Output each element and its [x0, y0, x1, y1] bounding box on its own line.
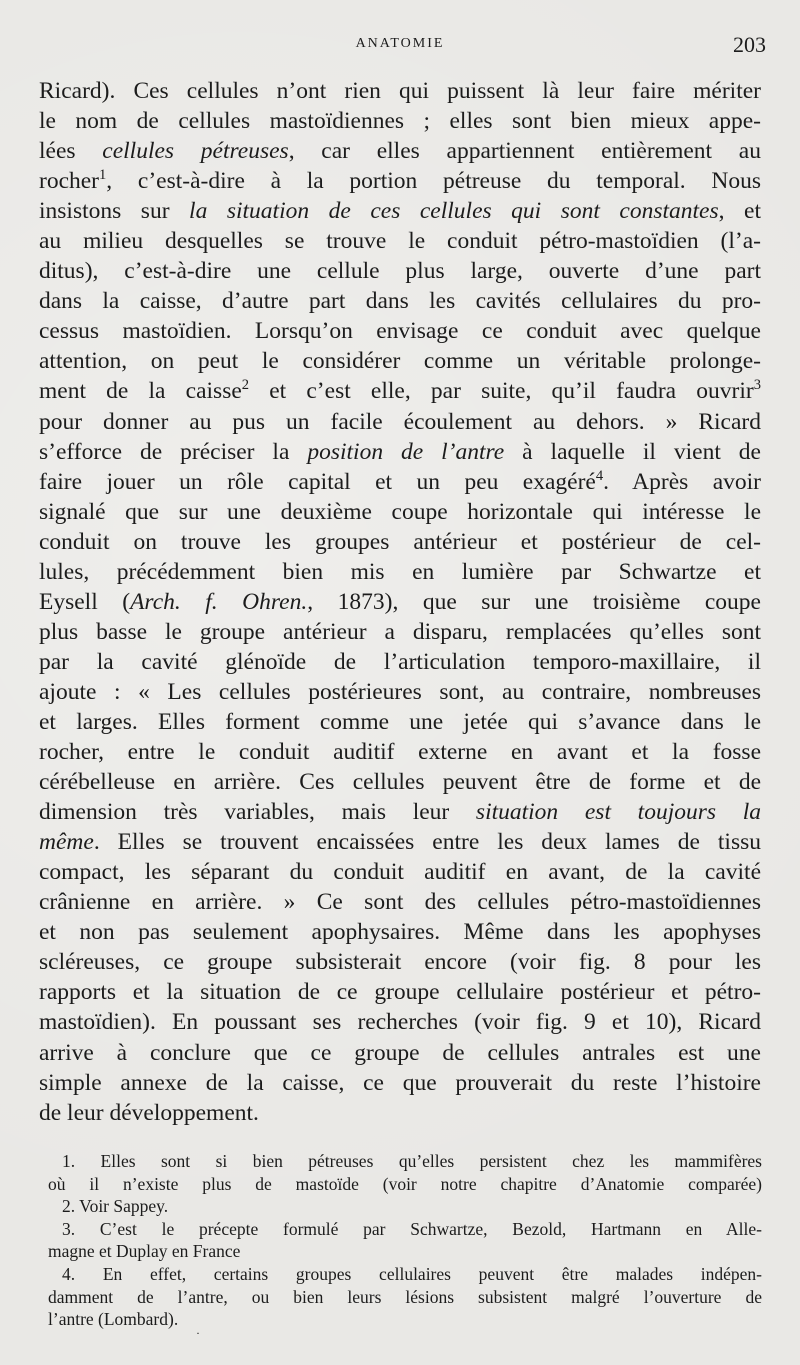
text-line [39, 497, 761, 527]
text-line [39, 256, 761, 286]
text-run: Ricard). Ces cellules n’ont rien qui puissent là leur faire mériter [39, 78, 761, 104]
text-run: dimension très variables, mais leur [39, 799, 476, 826]
text-line [39, 917, 761, 947]
text-run: rocher, entre le conduit auditif externe en avant et la fosse [39, 739, 761, 766]
text-line [39, 527, 761, 557]
page-number: 203 [733, 32, 766, 57]
text-run: arrive à conclure que ce groupe de cellules antrales est une [39, 1039, 761, 1066]
text-line [39, 1068, 761, 1098]
footnote-line: damment de l’antre, ou bien leurs lésions subsistent malgré l’ouverture de [48, 1286, 762, 1307]
text-run: faire jouer un rôle capital et un peu exagéré [39, 468, 596, 495]
text-run: attention, on peut le considérer comme un véritable prolonge- [39, 348, 761, 375]
italic-run: la situation de ces cellules qui sont constantes [189, 198, 719, 225]
text-run: et larges. Elles forment comme une jetée qui s’avance dans le [39, 708, 761, 735]
text-run: signalé que sur une deuxième coupe horizontale qui intéresse le [39, 498, 761, 525]
text-line [39, 797, 761, 827]
italic-run: situation est toujours la [475, 799, 761, 826]
text-line [39, 767, 761, 797]
text-run: compact, les séparant du conduit auditif en avant, de la cavité [39, 859, 761, 886]
text-run: , et [718, 198, 761, 225]
text-line [39, 857, 761, 887]
footnote-line: 1. Elles sont si bien pétreuses qu’elles persistent chez les mammifères [62, 1151, 762, 1171]
text-line [39, 737, 761, 767]
page-header [0, 32, 800, 62]
text-line [39, 106, 761, 136]
text-run: lées [39, 138, 103, 165]
text-run: à laquelle il vient de [504, 438, 761, 465]
footnote-line: où il n’existe plus de mastoïde (voir notre chapitre d’Anatomie comparée) [48, 1173, 762, 1194]
footnote-ref: 1 [99, 167, 107, 184]
text-line [39, 196, 761, 226]
text-run: crânienne en arrière. » Ce sont des cellules pétro-mastoïdiennes [39, 889, 761, 916]
text-run: cérébelleuse en arrière. Ces cellules peuvent être de forme et de [39, 769, 761, 796]
text-line [39, 947, 761, 977]
text-line [39, 286, 761, 316]
text-line [39, 647, 761, 677]
text-run: mastoïdien). En poussant ses recherches (voir fig. 9 et 10), Ricard [39, 1009, 761, 1036]
text-line [39, 316, 761, 346]
text-run: , c’est-à-dire à la portion pétreuse du temporal. Nous [106, 168, 761, 195]
text-line [39, 136, 761, 166]
text-run: scléreuses, ce groupe subsisterait encore (voir fig. 8 pour les [39, 949, 761, 976]
text-run: s’efforce de préciser la [39, 438, 308, 465]
text-run: par la cavité glénoïde de l’articulation temporo-maxillaire, il [39, 648, 761, 675]
body-text [39, 76, 761, 1128]
text-line [39, 887, 761, 917]
footnote-line: 3. C’est le précepte formulé par Schwartze, Bezold, Hartmann en Alle- [62, 1218, 762, 1239]
footnote-ref: 3 [753, 377, 761, 394]
text-line [39, 346, 761, 376]
text-run: Eysell ( [39, 588, 131, 615]
text-run: rapports et la situation de ce groupe cellulaire postérieur et pétro- [39, 979, 761, 1006]
text-run: insistons sur [39, 198, 190, 225]
ink-dot: · [196, 1326, 200, 1340]
text-run: le nom de cellules mastoïdiennes ; elles sont bien mieux appe- [39, 108, 761, 135]
text-line [39, 467, 761, 497]
text-run: ditus), c’est-à-dire une cellule plus large, ouverte d’une part [39, 258, 761, 285]
text-run: cessus mastoïdien. Lorsqu’on envisage ce conduit avec quelque [39, 318, 761, 345]
text-line [39, 76, 761, 106]
text-run: , 1873), que sur une troisième coupe [307, 588, 761, 615]
text-run: pour donner au pus un facile écoulement au dehors. » Ricard [39, 408, 761, 435]
text-run: et non pas seulement apophysaires. Même dans les apophyses [39, 919, 761, 946]
text-line [39, 587, 761, 617]
text-run: . Elles se trouvent encaissées entre les deux lames de tissu [93, 829, 761, 856]
text-line [39, 437, 761, 467]
text-run: rocher [39, 168, 100, 195]
footnote-line: 2. Voir Sappey. [62, 1196, 169, 1217]
footnote-line: 4. En effet, certains groupes cellulaires peuvent être malades indépen- [62, 1263, 762, 1284]
text-run: de leur développement. [39, 1099, 259, 1126]
text-run: , car elles appartiennent entièrement au [288, 138, 761, 165]
text-line [39, 617, 761, 647]
footnote-ref: 2 [241, 377, 250, 394]
text-run: ment de la caisse [39, 378, 242, 405]
text-line [39, 707, 761, 737]
text-line [39, 677, 761, 707]
text-run: dans la caisse, d’autre part dans les cavités cellulaires du pro- [39, 288, 761, 315]
text-run: lules, précédemment bien mis en lumière par Schwartze et [39, 558, 761, 585]
text-line [39, 407, 761, 437]
text-run: simple annexe de la caisse, ce que prouverait du reste l’histoire [39, 1069, 761, 1096]
text-line [39, 977, 761, 1007]
text-run: . Après avoir [603, 468, 761, 495]
italic-run: Arch. f. Ohren. [130, 588, 308, 615]
text-line [39, 376, 761, 406]
footnotes [48, 1150, 762, 1331]
text-run: plus basse le groupe antérieur a disparu, remplacées qu’elles sont [39, 618, 761, 645]
footnote-line: l’antre (Lombard). [48, 1309, 179, 1330]
text-line [39, 226, 761, 256]
text-line [39, 1098, 761, 1128]
text-run: et c’est elle, par suite, qu’il faudra ouvrir [249, 378, 754, 405]
footnote-line: magne et Duplay en France [48, 1241, 241, 1262]
text-line [39, 1007, 761, 1037]
text-run: ajoute : « Les cellules postérieures sont, au contraire, nombreuses [39, 678, 761, 705]
italic-run: cellules pétreuses [102, 138, 289, 165]
text-run: au milieu desquelles se trouve le conduit pétro-mastoïdien (l’a- [39, 228, 761, 255]
footnote-ref: 4 [595, 467, 604, 484]
text-run: conduit on trouve les groupes antérieur et postérieur de cel- [39, 528, 761, 555]
italic-run: même [39, 829, 94, 856]
text-line [39, 827, 761, 857]
italic-run: position de l’antre [307, 438, 505, 465]
text-line [39, 557, 761, 587]
text-line [39, 1038, 761, 1068]
running-head: ANATOMIE [355, 36, 445, 51]
text-line [39, 166, 761, 196]
